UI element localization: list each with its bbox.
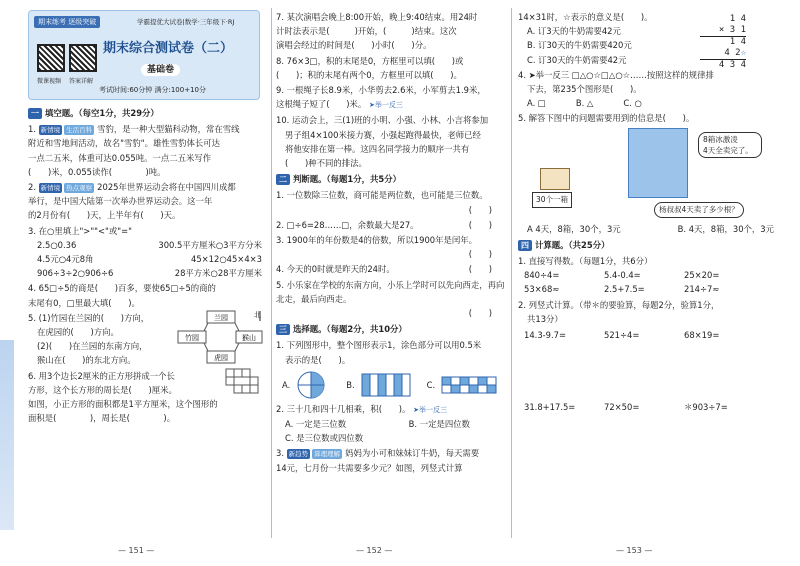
judge-2: 2. □÷6=28……□，余数最大是27。 ( ) — [276, 219, 492, 230]
calc-direct: 1. 直接写得数。（每题1分，共6分） 840÷4= 5.4-0.4= 25×20= 53×68≈ 2.5+7.5= 214÷7≈ — [518, 256, 720, 295]
exam-meta: 考试时间:60分钟 满分:100+10分 — [99, 86, 206, 94]
box-illustration — [540, 168, 570, 190]
direction-map — [174, 307, 264, 369]
map-zhuyuan: 竹园 — [185, 333, 199, 342]
page-number-152: — 152 — — [356, 546, 393, 555]
choice-3: 3. 新趋势 算理理解 妈妈为小可和妹妹订牛奶，每天需要 14元，七月份一共需要多少元？如图，列竖式计算 — [276, 448, 480, 473]
shop-illustration — [528, 128, 780, 220]
choice-4: 4. ➤举一反三 □△○☆□△○☆……按照这样的规律排 下去，第235个图形是( )。 A. □ B. △ C. ○ — [518, 69, 714, 109]
series-tag: 期末练考 逐级突破 — [34, 16, 100, 28]
series-label: 学霸提优大试卷|数学·三年级下·RJ — [137, 18, 235, 26]
question-7: 7. 某次演唱会晚上8:00开始，晚上9:40结束。用24时 计时法表示是( )开始，( )结束。这次 演唱会经过的时间是( )小时( )分。 — [276, 12, 478, 51]
choice-5: 5. 解答下图中的问题需要用到的信息是( )。 8箱冰激凌 4天全卖完了。 30个一箱 杨叔叔4天卖了多少根？ A 4天，8箱，30个，3元 B. 4天，8箱，30个，3元 — [518, 111, 780, 235]
qr-code-left[interactable] — [37, 44, 65, 72]
page-number-153: — 153 — — [616, 546, 653, 555]
question-bubble: 杨叔叔4天卖了多少根？ — [654, 202, 744, 218]
column-page-151 — [28, 10, 268, 426]
qr-label-left: 微课视频 — [37, 78, 62, 85]
speech-bubble: 8箱冰激凌 4天全卖完了。 — [698, 132, 762, 158]
column-divider — [271, 8, 272, 538]
judge-4: 4. 今天的0时就是昨天的24时。 ( ) — [276, 264, 492, 275]
map-lanyuan: 兰园 — [214, 313, 228, 322]
section-judge: 二 判断题。（每题1分，共5分） — [276, 172, 506, 186]
grid-figure — [224, 367, 264, 395]
freezer-illustration — [628, 128, 688, 198]
option-b-bar-figure — [361, 373, 411, 397]
section-calc: 四 计算题。（共25分） — [518, 238, 780, 252]
subtitle: 基础卷 — [141, 64, 180, 76]
column-divider — [511, 8, 512, 538]
judge-3: 3. 1900年的年份数是4的倍数，所以1900年是闰年。 ( ) — [276, 235, 492, 260]
binding-strip — [0, 340, 14, 530]
section-choice: 三 选择题。（每题2分，共10分） — [276, 322, 506, 336]
header-card — [28, 10, 260, 100]
question-10: 10. 运动会上，三(1)班的小明、小强、小林、小言将参加 男子组4×100米接力赛，小强起跑得最快，老师已经 将他安排在第一棒。这四名同学接力的顺序一共有 ( )种不同的排法。 — [276, 115, 489, 169]
question-6: 6. 用3个边长2厘米的正方形拼成一个长 方形，这个长方形的周长是( )厘米。 如图，小正方形的面积都是1平方厘米，这个图形的 面积是( )，周长是( )。 — [28, 369, 268, 426]
judge-1: 1. 一位数除三位数，商可能是两位数，也可能是三位数。 ( ) — [276, 190, 492, 215]
judge-5: 5. 小乐家在学校的东南方向，小乐上学时可以先向西走，再向北走，最后向西走。 ( ) — [276, 279, 505, 319]
vertical-multiplication: 1 4 × 3 1 1 4 4 2☆ 4 3 4 — [700, 14, 746, 71]
question-5: 5. (1)竹园在兰园的( )方向， 在虎园的( )方向。 (2)( )在兰园的东南方向， 猴山在( )的东北方向。 兰园 竹园 猴山 虎园 北 — [28, 311, 268, 368]
option-a-pie-figure — [296, 370, 326, 400]
page-number-151: — 151 — — [118, 546, 155, 555]
map-huyuan: 虎园 — [214, 353, 228, 362]
box-label: 30个一箱 — [532, 192, 572, 208]
calc-vertical: 2. 列竖式计算。（带＊的要验算，每题2分，验算1分， 共13分） 14.3-9.7= 521÷4= 68×19= 31.8+17.5= 72×50= ＊903÷7= — [518, 299, 728, 413]
choice-3-continued: 14×31时，☆表示的意义是( )。 A. 订3天的牛奶需要42元 B. 订30天的牛奶需要420元 C. 订30天的牛奶需要42元 — [518, 12, 653, 65]
question-2: 2. 新情境 热点观察 2025年世界运动会将在中国四川成都 举行，是中国大陆第一次举办世界运动会。这一年 的2月份有( )天，上半年有( )天。 — [28, 182, 236, 221]
page-title: 期末综合测试卷（二） — [103, 41, 234, 56]
question-8: 8. 76×3□，积的末尾是0，方框里可以填( )或 ( )；积的末尾有两个0，方框里可以填( )。 — [276, 55, 464, 80]
qr-label-right: 答案详解 — [69, 78, 94, 85]
question-4: 4. 65□÷5的商是( )百多，要使65□÷5的商的 末尾有0，□里最大填( )。 — [28, 283, 216, 308]
column-page-152 — [276, 10, 506, 476]
choice-2: 2. 三十几和四十几相乘，积( )。 ➤举一反三 A. 一定是三位数 B. 一定是四位数 C. 是三位数或四位数 — [276, 403, 470, 444]
question-3: 3. 在○里填上">""<"或"=" 2.5○0.36 300.5平方厘米○3平方分米 4.5元○4元8角 45×12○45×4×3 906÷3÷2○906÷6 28平方米○28平方厘米 — [28, 225, 262, 279]
question-9: 9. 一根绳子长8.9米，小华剪去2.6米，小军剪去1.9米， 这根绳子短了( )米。 ➤举一反三 — [276, 85, 486, 110]
question-1: 1. 新情境 生活百科 雪豹，是一种大型猫科动物，常在雪线 附近和雪地间活动，故名"雪豹"。雄性雪豹体长可达 一点二五米，体重可达0.055吨。一点二五米写作 ( )米，0.055读作( )吨。 — [28, 124, 240, 177]
choice-1: 1. 下列图形中，整个图形表示1，涂色部分可以用0.5米 表示的是( )。 A. B. C. — [276, 338, 506, 399]
qr-code-right[interactable] — [69, 44, 97, 72]
north-label: 北 — [254, 310, 261, 319]
star-icon: ☆ — [740, 48, 746, 58]
option-c-grid-figure — [441, 376, 497, 394]
section-fill-blank: 一 填空题。（每空1分，共29分） — [28, 106, 268, 120]
map-houshan: 猴山 — [242, 333, 256, 342]
